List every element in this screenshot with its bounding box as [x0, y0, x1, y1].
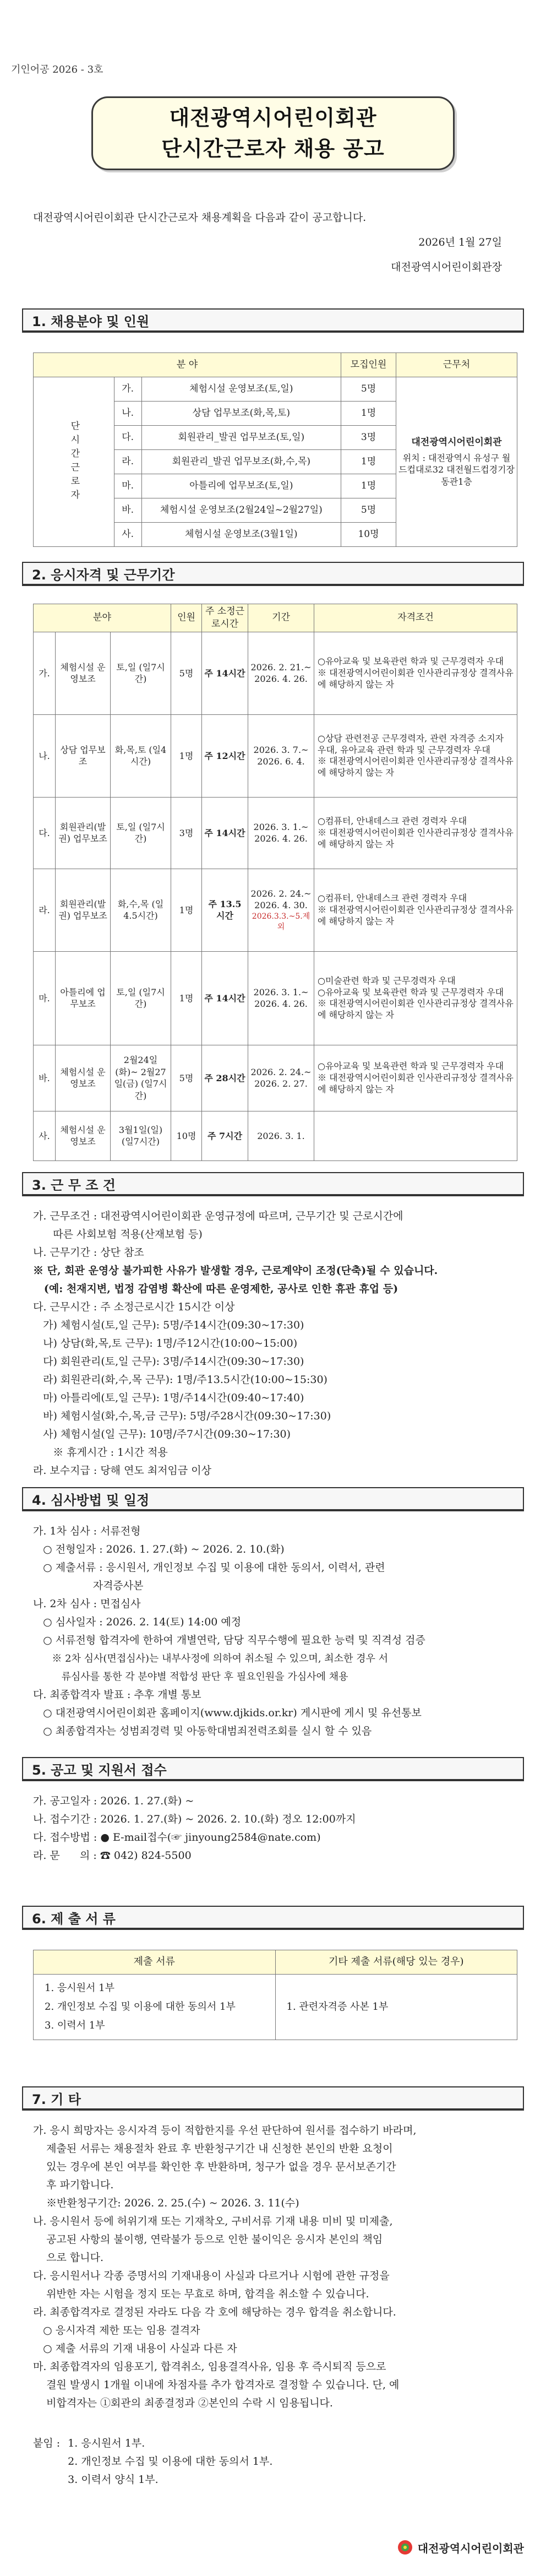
sec7-line: 다. 응시원서나 각종 증명서의 기재내용이 사실과 다르거나 시험에 관한 규정을	[33, 2270, 390, 2282]
qual-row-no: 라.	[34, 869, 56, 951]
footer-org-name: 대전광역시어린이회관	[417, 2541, 524, 2555]
qual-row-hours: 주 14시간	[202, 797, 248, 869]
sec3-line: 다) 회원관리(토,일 근무): 3명/주14시간(09:30~17:30)	[33, 1355, 304, 1368]
row-no: 가.	[114, 377, 141, 402]
qual-row-count: 1명	[171, 951, 202, 1045]
sec7-line: ○ 제출 서류의 기재 내용이 사실과 다른 자	[33, 2342, 237, 2355]
intro-text: 대전광역시어린이회관 단시간근로자 채용계획을 다음과 같이 공고합니다.	[33, 211, 367, 224]
attach-list	[68, 2434, 272, 2489]
row-count: 10명	[341, 523, 396, 547]
sec7-line: 가. 응시 희망자는 응시자격 등이 적합한지를 우선 판단하여 원서를 접수하기 바라며,	[33, 2124, 417, 2136]
qual-row	[34, 1045, 517, 1111]
qual-row-field: 회원관리(발권) 업무보조	[56, 797, 111, 869]
qual-row-period: 2026. 3. 1.~ 2026. 4. 26.	[253, 821, 309, 844]
qual-row	[34, 951, 517, 1045]
sec7-line: 비합격자는 ①회관의 최종결정과 ②본인의 수락 시 임용됩니다.	[33, 2397, 333, 2409]
qual-row-count: 1명	[171, 869, 202, 951]
side-label: 단시간근로자	[34, 377, 114, 547]
row-count: 3명	[341, 426, 396, 450]
row-count: 1명	[341, 474, 396, 498]
col-count2: 인원	[171, 604, 202, 632]
qual-row-period: 2026. 3. 1.	[257, 1130, 305, 1141]
qual-row-no: 가.	[34, 632, 56, 714]
recruit-row	[34, 377, 517, 402]
section-7-header: 7. 기 타	[22, 2086, 524, 2111]
qual-row-period: 2026. 2. 21.~ 2026. 4. 26.	[250, 661, 312, 685]
sec3-line: ※ 휴게시간 : 1시간 적용	[33, 1446, 168, 1458]
qual-row-count: 3명	[171, 797, 202, 869]
sec3-line: 다. 근무시간 : 주 소정근로시간 15시간 이상	[33, 1301, 235, 1313]
qual-row-days: 토,일 (일7시간)	[111, 797, 171, 869]
row-field: 아틀리에 업무보조(토,일)	[141, 474, 341, 498]
qual-row-field: 아틀리에 업무보조	[56, 951, 111, 1045]
qual-row-period-cell	[248, 632, 314, 714]
work-conditions	[33, 1207, 517, 1480]
qual-row-hours: 주 7시간	[202, 1111, 248, 1160]
qual-row-hours: 주 28시간	[202, 1045, 248, 1111]
sec5-line: 가. 공고일자 : 2026. 1. 27.(화) ~	[33, 1795, 194, 1807]
sec7-line: 공고된 사항의 불이행, 연락불가 등으로 인한 불이익은 응시자 본인의 책임	[33, 2233, 383, 2246]
qual-row-field: 상담 업무보조	[56, 714, 111, 797]
screening-schedule	[33, 1522, 517, 1740]
sec4-line: 나. 2차 심사 : 면접심사	[33, 1598, 141, 1610]
qual-row-no: 사.	[34, 1111, 56, 1160]
row-count: 1명	[341, 450, 396, 474]
required-docs	[34, 1975, 276, 2040]
section-2-header: 2. 응시자격 및 근무기간	[22, 562, 524, 586]
sec7-line: 마. 최종합격자의 임용포기, 합격취소, 임용결격사유, 임용 후 즉시퇴직 등으로	[33, 2361, 386, 2373]
qual-row	[34, 632, 517, 714]
footer-org	[397, 2539, 524, 2556]
sec4-line: ○ 전형일자 : 2026. 1. 27.(화) ~ 2026. 2. 10.(화)	[33, 1543, 285, 1555]
row-field: 회원관리_발권 업무보조(토,일)	[141, 426, 341, 450]
workplace-detail: 위치 : 대전광역시 유성구 월드컵대로32 대전월드컵경기장 동관1층	[398, 452, 515, 487]
section-1-header: 1. 채용분야 및 인원	[22, 308, 524, 333]
row-no: 사.	[114, 523, 141, 547]
sec4-line: 다. 최종합격자 발표 : 추후 개별 통보	[33, 1689, 201, 1701]
attachments	[33, 2434, 517, 2489]
sec7-line: 제출된 서류는 채용절차 완료 후 반환청구기간 내 신청한 본인의 반환 요청이	[33, 2143, 393, 2155]
col-period: 기간	[248, 604, 314, 632]
row-count: 5명	[341, 377, 396, 402]
qual-row-conditions: ○상담 관련전공 근무경력자, 관련 자격증 소지자 우대, 유아교육 관련 학과 및 근무경력자 우대 ※ 대전광역시어린이회관 인사관리규정상 결격사유에 해당하지 않는 자	[314, 714, 517, 797]
row-field: 회원관리_발권 업무보조(화,수,목)	[141, 450, 341, 474]
sec3-line: 가. 근무조건 : 대전광역시어린이회관 운영규정에 따르며, 근무기간 및 근로시간에	[33, 1210, 403, 1222]
col-required-docs: 제출 서류	[34, 1950, 276, 1975]
qual-row-note: 2026.3.3.~5.제외	[252, 912, 310, 931]
qual-row-no: 바.	[34, 1045, 56, 1111]
col-field2: 분야	[34, 604, 171, 632]
row-count: 1명	[341, 402, 396, 426]
qual-row-hours: 주 14시간	[202, 951, 248, 1045]
sec7-line: 나. 응시원서 등에 허위기재 또는 기재착오, 구비서류 기재 내용 미비 및 미제출,	[33, 2215, 393, 2227]
qual-row	[34, 1111, 517, 1160]
other-docs: 1. 관련자격증 사본 1부	[275, 1975, 517, 2040]
qual-row	[34, 797, 517, 869]
qual-row-no: 마.	[34, 951, 56, 1045]
qual-row-field: 체험시설 운영보조	[56, 1111, 111, 1160]
sec3-line: 나. 근무기간 : 상단 참조	[33, 1246, 144, 1259]
sec3-line: 나) 상담(화,목,토 근무): 1명/주12시간(10:00~15:00)	[33, 1337, 298, 1349]
col-hours: 주 소정근로시간	[202, 604, 248, 632]
section-3-header: 3. 근 무 조 건	[22, 1172, 524, 1196]
sec3-line: ※ 단, 회관 운영상 불가피한 사유가 발생할 경우, 근로계약이 조정(단축)될 수 있습니다.	[33, 1265, 438, 1277]
qual-row-conditions: ○컴퓨터, 안내데스크 관련 경력자 우대 ※ 대전광역시어린이회관 인사관리규정상 결격사유에 해당하지 않는 자	[314, 869, 517, 951]
qual-row-days: 화,수,목 (일4.5시간)	[111, 869, 171, 951]
sec7-line: 결원 발생시 1개월 이내에 차점자를 추가 합격자로 결정할 수 있습니다. 단, 예	[33, 2379, 400, 2391]
row-no: 마.	[114, 474, 141, 498]
required-doc-item: 1. 응시원서 1부	[45, 1982, 115, 1994]
sec3-line: 따른 사회보험 적용(산재보험 등)	[33, 1228, 203, 1240]
signer: 대전광역시어린이회관장	[391, 261, 502, 273]
qual-row-hours: 주 13.5시간	[202, 869, 248, 951]
qual-row	[34, 869, 517, 951]
sec7-line: ○ 응시자격 제한 또는 임용 결격자	[33, 2324, 200, 2336]
qual-row-days: 토,일 (일7시간)	[111, 632, 171, 714]
sec4-line: ○ 제출서류 : 응시원서, 개인정보 수집 및 이용에 대한 동의서, 이력서, 관련	[33, 1561, 385, 1574]
attachment-block	[33, 2434, 517, 2489]
attach-label: 붙임 :	[33, 2437, 61, 2449]
row-no: 바.	[114, 498, 141, 523]
title-line2: 단시간근로자 채용 공고	[161, 137, 385, 161]
sec4-line: 가. 1차 심사 : 서류전형	[33, 1525, 141, 1537]
qual-row-count: 5명	[171, 1045, 202, 1111]
qual-row-conditions: ○컴퓨터, 안내데스크 관련 경력자 우대 ※ 대전광역시어린이회관 인사관리규정상 결격사유에 해당하지 않는 자	[314, 797, 517, 869]
qual-row-period-cell	[248, 1111, 314, 1160]
sec4-line: ○ 대전광역시어린이회관 홈페이지(www.djkids.or.kr) 게시판에 게시 및 유선통보	[33, 1707, 422, 1719]
row-field: 체험시설 운영보조(토,일)	[141, 377, 341, 402]
attach-item: 2. 개인정보 수집 및 이용에 대한 동의서 1부.	[68, 2455, 273, 2467]
qual-row-no: 나.	[34, 714, 56, 797]
qual-row-period-cell	[248, 951, 314, 1045]
sec4-line: 자격증사본	[33, 1580, 144, 1592]
other-info	[33, 2122, 517, 2412]
sec3-line: 라) 회원관리(화,수,목 근무): 1명/주13.5시간(10:00~15:30)	[33, 1374, 327, 1386]
sec3-line: 마) 아틀리에(토,일 근무): 1명/주14시간(09:40~17:40)	[33, 1392, 304, 1404]
attach-item: 3. 이력서 양식 1부.	[68, 2474, 159, 2486]
row-no: 다.	[114, 426, 141, 450]
qual-row-period: 2026. 2. 24.~ 2026. 2. 27.	[250, 1066, 312, 1089]
qual-row-field: 체험시설 운영보조	[56, 1045, 111, 1111]
workplace-title: 대전광역시어린이회관	[411, 436, 502, 448]
qual-row-conditions: ○미술관련 학과 및 근무경력자 우대 ○유아교육 및 보육관련 학과 및 근무경력자 우대 ※ 대전광역시어린이회관 인사관리규정상 결격사유에 해당하지 않는 자	[314, 951, 517, 1045]
sec4-line: 류심사를 통한 각 분야별 적합성 판단 후 필요인원을 가심사에 채용	[33, 1671, 348, 1683]
qualification-table	[33, 604, 517, 1161]
qual-row-count: 10명	[171, 1111, 202, 1160]
documents-table	[33, 1950, 517, 2040]
section-6-header: 6. 제 출 서 류	[22, 1906, 524, 1930]
qual-row-period-cell	[248, 797, 314, 869]
sec3-line: 라. 보수지급 : 당해 연도 최저임금 이상	[33, 1465, 211, 1477]
qual-row-conditions	[314, 1111, 517, 1160]
sec3-line: 사) 체험시설(일 근무): 10명/주7시간(09:30~17:30)	[33, 1428, 291, 1440]
sec4-line: ○ 심사일자 : 2026. 2. 14(토) 14:00 예정	[33, 1616, 242, 1628]
qual-row-count: 5명	[171, 632, 202, 714]
sec7-line: ※반환청구기간: 2026. 2. 25.(수) ~ 2026. 3. 11(수)	[33, 2197, 299, 2209]
attach-item: 1. 응시원서 1부.	[68, 2437, 145, 2449]
qual-row-period-cell	[248, 714, 314, 797]
row-field: 상담 업무보조(화,목,토)	[141, 402, 341, 426]
qual-row	[34, 714, 517, 797]
section-5-header: 5. 공고 및 지원서 접수	[22, 1757, 524, 1781]
sec7-line: 있는 경우에 본인 여부를 확인한 후 반환하며, 청구가 없을 경우 문서보존기간	[33, 2161, 396, 2173]
col-other-docs: 기타 제출 서류(해당 있는 경우)	[275, 1950, 517, 1975]
qual-row-period-cell	[248, 869, 314, 951]
org-logo-icon	[397, 2539, 413, 2556]
notice-date: 2026년 1월 27일	[418, 236, 502, 248]
workplace-cell	[396, 377, 517, 547]
qual-row-days: 3월1일(일) (일7시간)	[111, 1111, 171, 1160]
title-line1: 대전광역시어린이회관	[169, 106, 377, 130]
col-count: 모집인원	[341, 353, 396, 377]
sec7-line: 라. 최종합격자로 결정된 자라도 다음 각 호에 해당하는 경우 합격을 취소합니다.	[33, 2306, 396, 2318]
qual-row-period: 2026. 3. 7.~ 2026. 6. 4.	[253, 744, 309, 767]
section-4-header: 4. 심사방법 및 일정	[22, 1487, 524, 1511]
row-count: 5명	[341, 498, 396, 523]
sec4-line: ※ 2차 심사(면접심사)는 내부사정에 의하여 취소될 수 있으며, 최소한 경우 서	[33, 1653, 389, 1664]
qualification-table-body	[34, 632, 517, 1160]
qual-row-period: 2026. 3. 1.~ 2026. 4. 26.	[253, 986, 309, 1010]
col-field: 분 야	[34, 353, 341, 377]
qual-row-period: 2026. 2. 24.~ 2026. 4. 30.	[250, 888, 312, 911]
recruit-table-body	[34, 377, 517, 547]
sec5-line: 라. 문 의 : ☎ 042) 824-5500	[33, 1850, 192, 1862]
qual-row-conditions: ○유아교육 및 보육관련 학과 및 근무경력자 우대 ※ 대전광역시어린이회관 인사관리규정상 결격사유에 해당하지 않는 자	[314, 632, 517, 714]
qual-row-hours: 주 12시간	[202, 714, 248, 797]
row-field: 체험시설 운영보조(3월1일)	[141, 523, 341, 547]
qual-row-hours: 주 14시간	[202, 632, 248, 714]
sec5-line: 다. 접수방법 : ● E-mail접수(☞ jinyoung2584@nate.com)	[33, 1831, 321, 1843]
qual-row-days: 2월24일(화)~ 2월27일(금) (일7시간)	[111, 1045, 171, 1111]
required-doc-item: 2. 개인정보 수집 및 이용에 대한 동의서 1부	[45, 2001, 236, 2013]
qual-row-field: 회원관리(발권) 업무보조	[56, 869, 111, 951]
sec4-line: ○ 서류전형 합격자에 한하여 개별연락, 담당 직무수행에 필요한 능력 및 직격성 검증	[33, 1634, 425, 1646]
qual-row-period-cell	[248, 1045, 314, 1111]
application-info	[33, 1792, 517, 1865]
qual-row-no: 다.	[34, 797, 56, 869]
recruit-table	[33, 352, 517, 547]
col-place: 근무처	[396, 353, 517, 377]
qual-row-days: 화,목,토 (일4시간)	[111, 714, 171, 797]
sec4-line: ○ 최종합격자는 성범죄경력 및 아동학대범죄전력조회를 실시 할 수 있음	[33, 1725, 372, 1737]
sec3-line: 바) 체험시설(화,수,목,금 근무): 5명/주28시간(09:30~17:30)	[33, 1410, 331, 1422]
row-no: 나.	[114, 402, 141, 426]
title-box	[91, 96, 455, 170]
qual-row-count: 1명	[171, 714, 202, 797]
sec5-line: 나. 접수기간 : 2026. 1. 27.(화) ~ 2026. 2. 10.(화) 정오 12:00까지	[33, 1813, 356, 1825]
sec7-line: 후 파기합니다.	[33, 2179, 114, 2191]
qual-row-days: 토,일 (일7시간)	[111, 951, 171, 1045]
qual-row-field: 체험시설 운영보조	[56, 632, 111, 714]
doc-number: 기인어공 2026 - 3호	[11, 64, 103, 75]
sec7-line: 위반한 자는 시험을 정지 또는 무효로 하며, 합격을 취소할 수 있습니다.	[33, 2288, 369, 2300]
sec3-line: 가) 체험시설(토,일 근무): 5명/주14시간(09:30~17:30)	[33, 1319, 304, 1331]
sec3-line: (예: 천재지변, 법정 감염병 확산에 따른 운영제한, 공사로 인한 휴관 휴업 등)	[33, 1283, 398, 1295]
sec7-line: 으로 합니다.	[33, 2252, 104, 2264]
row-no: 라.	[114, 450, 141, 474]
col-qual: 자격조건	[314, 604, 517, 632]
qual-row-conditions: ○유아교육 및 보육관련 학과 및 근무경력자 우대 ※ 대전광역시어린이회관 인사관리규정상 결격사유에 해당하지 않는 자	[314, 1045, 517, 1111]
required-doc-item: 3. 이력서 1부	[45, 2020, 105, 2031]
row-field: 체험시설 운영보조(2월24일~2월27일)	[141, 498, 341, 523]
